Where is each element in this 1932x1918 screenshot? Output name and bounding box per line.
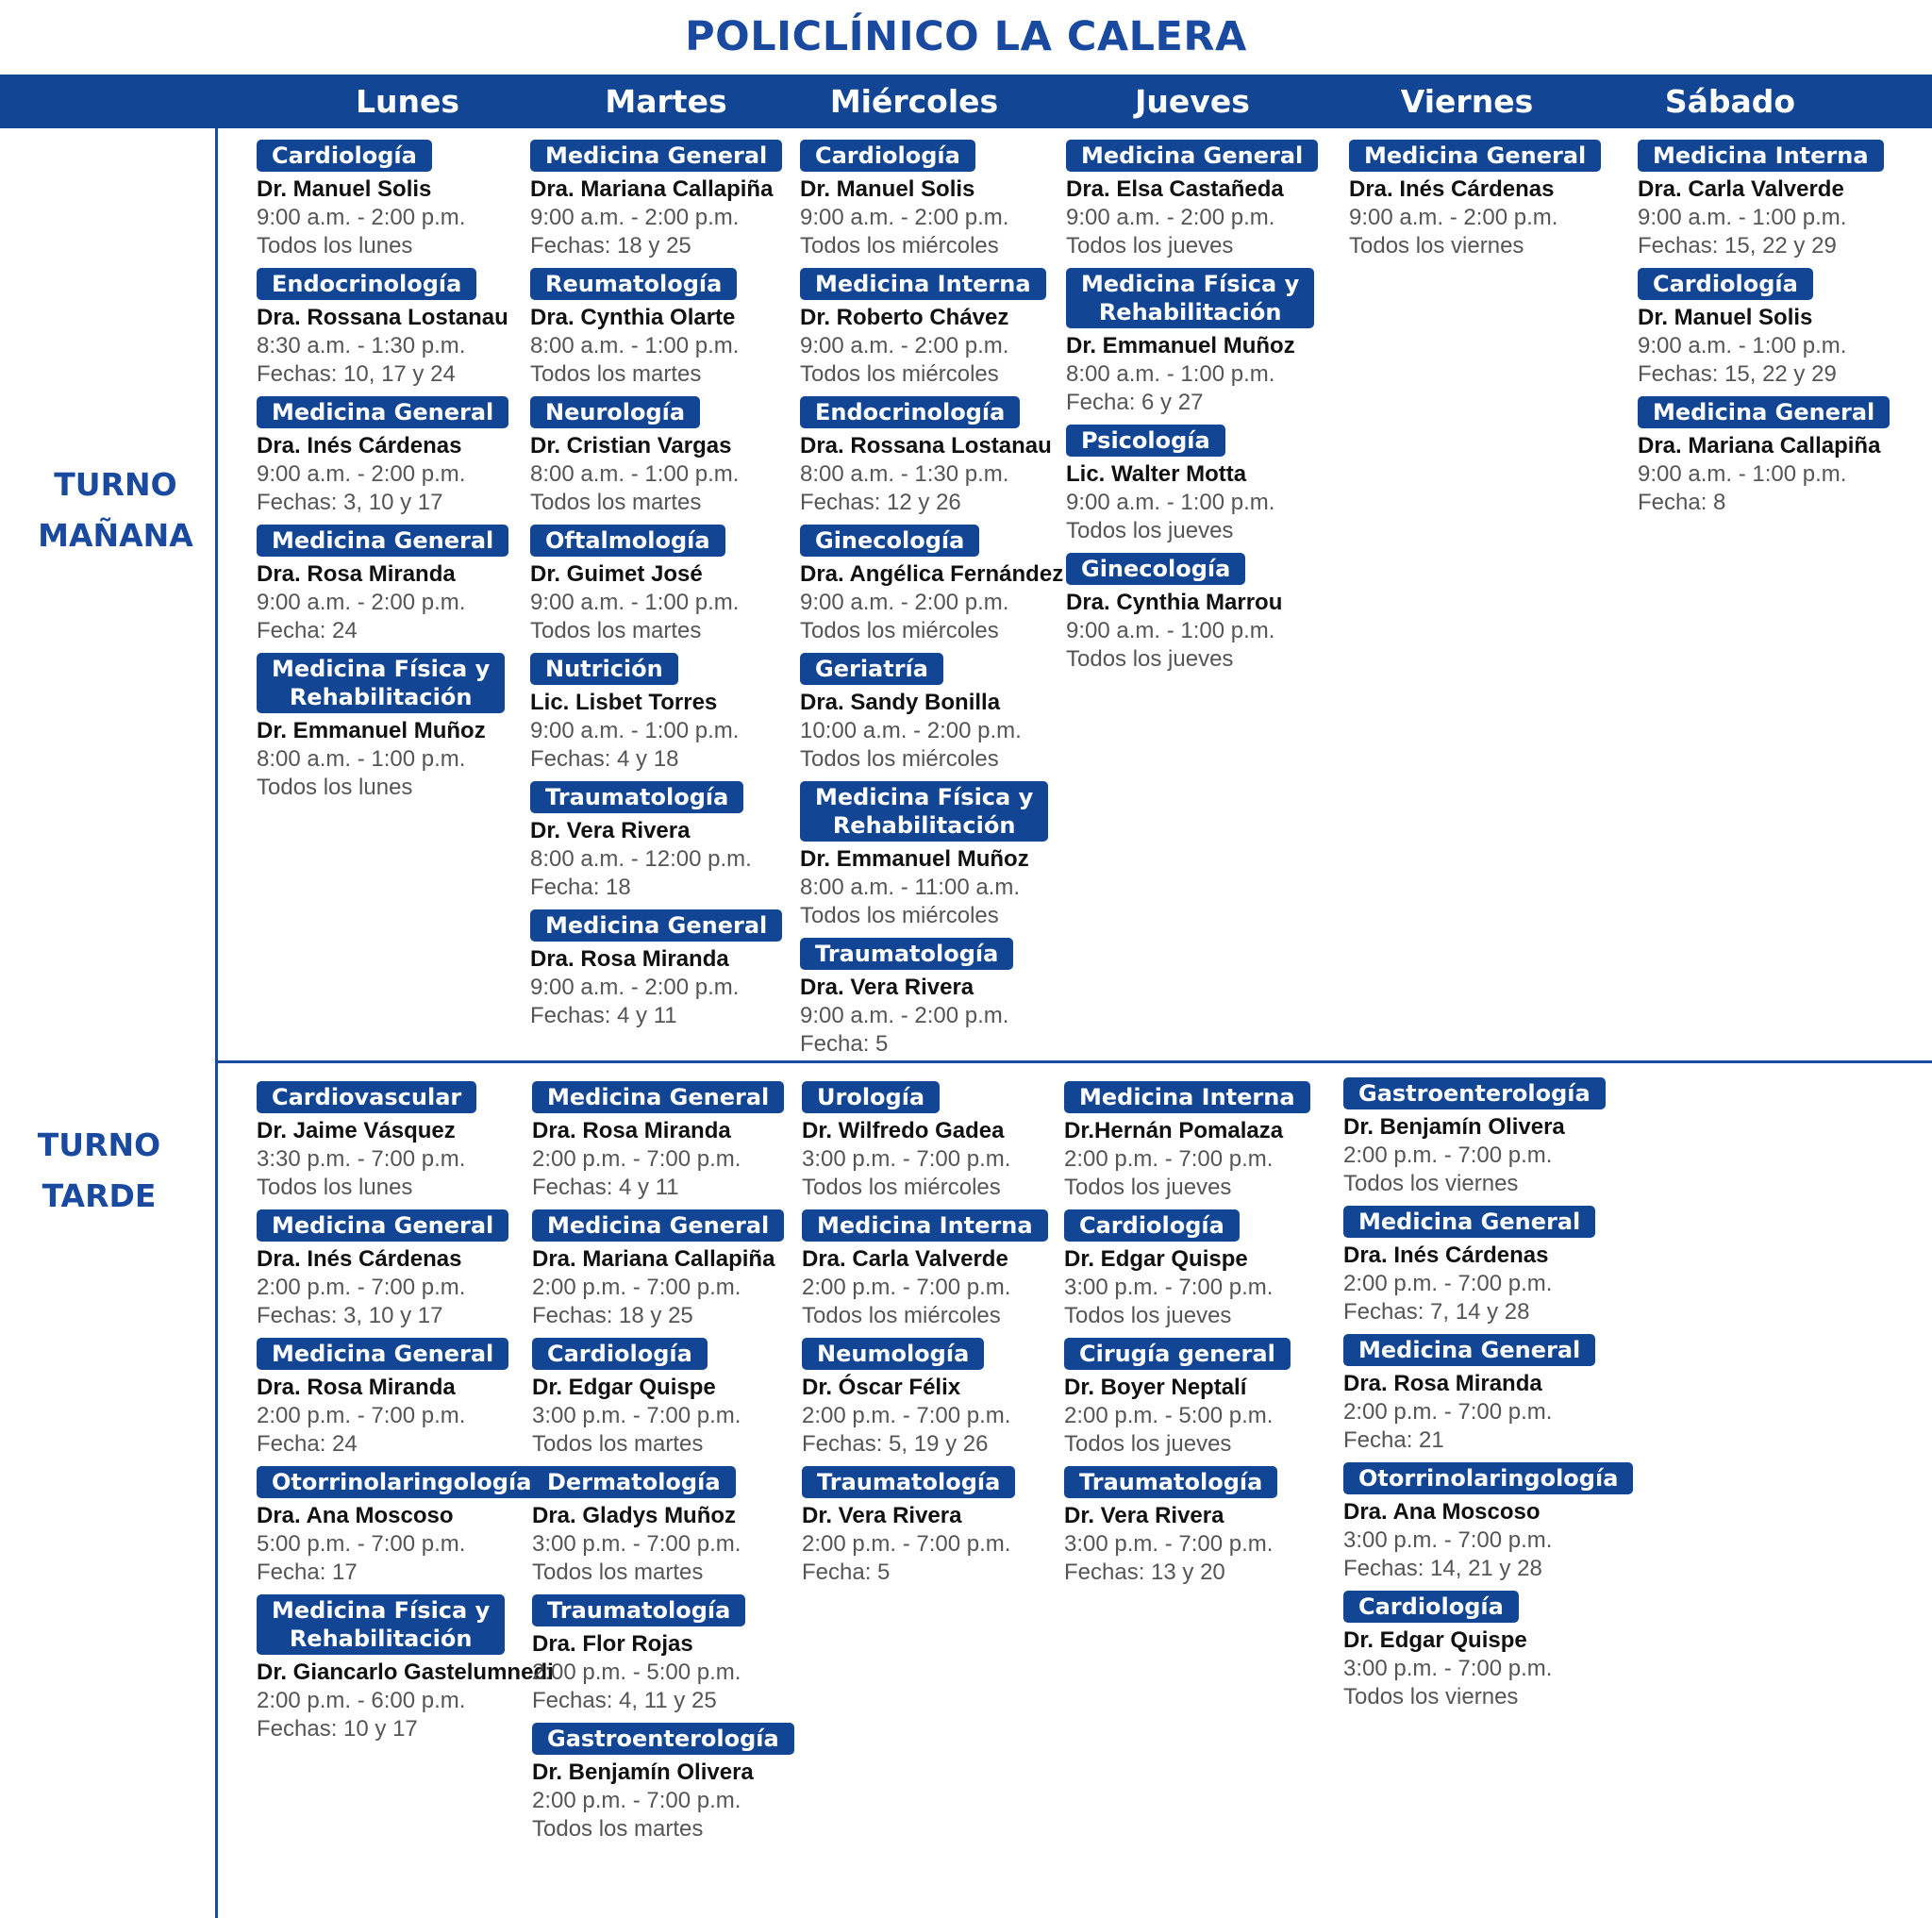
doctor-name: Dr. Benjamín Olivera	[1343, 1114, 1565, 1140]
schedule-entry	[800, 396, 1063, 517]
schedule-hours: 3:00 p.m. - 7:00 p.m.	[1343, 1527, 1553, 1553]
schedule-hours: 9:00 a.m. - 2:00 p.m.	[1066, 205, 1275, 230]
schedule-hours: 3:00 p.m. - 7:00 p.m.	[532, 1531, 741, 1557]
afternoon-column	[802, 1081, 1048, 1587]
schedule-dates: Todos los miércoles	[802, 1175, 1001, 1200]
schedule-dates: Fecha: 6 y 27	[1066, 390, 1204, 415]
schedule-dates: Fechas: 4 y 11	[532, 1175, 679, 1200]
doctor-name: Dr. Cristian Vargas	[530, 433, 732, 459]
morning-column	[257, 140, 508, 802]
specialty-badge: Medicina General	[257, 1338, 508, 1370]
schedule-entry	[257, 1338, 554, 1459]
doctor-name: Dr. Manuel Solis	[257, 176, 432, 202]
schedule-entry	[532, 1723, 794, 1843]
doctor-name: Dr. Wilfredo Gadea	[802, 1118, 1005, 1143]
schedule-hours: 2:00 p.m. - 7:00 p.m.	[257, 1275, 466, 1300]
shift-label-afternoon-line2: TARDE	[42, 1177, 157, 1214]
schedule-hours: 9:00 a.m. - 2:00 p.m.	[800, 333, 1009, 359]
schedule-hours: 8:00 a.m. - 1:30 p.m.	[800, 461, 1009, 487]
schedule-dates: Fechas: 4 y 11	[530, 1003, 677, 1028]
doctor-name: Dra. Cynthia Olarte	[530, 305, 736, 330]
schedule-entry	[257, 525, 508, 645]
specialty-badge: Cardiología	[1638, 268, 1813, 300]
doctor-name: Dra. Sandy Bonilla	[800, 690, 1001, 715]
schedule-dates: Fecha: 5	[802, 1559, 891, 1585]
schedule-hours: 3:00 p.m. - 7:00 p.m.	[1064, 1531, 1274, 1557]
schedule-entry	[257, 1081, 554, 1202]
doctor-name: Lic. Lisbet Torres	[530, 690, 718, 715]
schedule-entry	[530, 396, 782, 517]
doctor-name: Dr. Manuel Solis	[1638, 305, 1813, 330]
day-header-martes: Martes	[605, 83, 727, 120]
schedule-dates: Todos los jueves	[1066, 646, 1234, 672]
schedule-dates: Fecha: 5	[800, 1031, 889, 1057]
afternoon-column	[1064, 1081, 1310, 1587]
specialty-badge: Traumatología	[1064, 1466, 1277, 1498]
schedule-entry	[800, 781, 1063, 930]
specialty-badge: Cardiología	[532, 1338, 708, 1370]
specialty-badge: Otorrinolaringología	[1343, 1462, 1633, 1494]
schedule-dates: Todos los viernes	[1343, 1171, 1519, 1196]
schedule-entry	[1343, 1077, 1633, 1198]
schedule-hours: 9:00 a.m. - 1:00 p.m.	[1638, 461, 1847, 487]
schedule-dates: Todos los jueves	[1064, 1175, 1232, 1200]
schedule-hours: 9:00 a.m. - 2:00 p.m.	[800, 205, 1009, 230]
doctor-name: Dr. Vera Rivera	[802, 1503, 962, 1528]
doctor-name: Dr.Hernán Pomalaza	[1064, 1118, 1284, 1143]
doctor-name: Dra. Rosa Miranda	[530, 946, 729, 972]
schedule-dates: Fecha: 18	[530, 875, 631, 900]
doctor-name: Dra. Inés Cárdenas	[257, 1246, 462, 1272]
specialty-badge: Endocrinología	[257, 268, 476, 300]
schedule-hours: 9:00 a.m. - 2:00 p.m.	[257, 590, 466, 615]
doctor-name: Dr. Jaime Vásquez	[257, 1118, 456, 1143]
specialty-badge: Oftalmología	[530, 525, 725, 557]
schedule-dates: Fechas: 18 y 25	[530, 233, 691, 259]
schedule-entry	[530, 653, 782, 774]
schedule-dates: Fechas: 3, 10 y 17	[257, 490, 443, 515]
schedule-dates: Fecha: 17	[257, 1559, 358, 1585]
schedule-entry	[257, 140, 508, 260]
doctor-name: Dra. Rosa Miranda	[532, 1118, 731, 1143]
schedule-dates: Fecha: 24	[257, 1431, 358, 1457]
shift-label-morning	[28, 459, 203, 561]
schedule-entry	[530, 781, 782, 902]
schedule-entry	[1066, 140, 1318, 260]
schedule-entry	[1066, 268, 1318, 417]
doctor-name: Dr. Óscar Félix	[802, 1375, 961, 1400]
doctor-name: Lic. Walter Motta	[1066, 461, 1247, 487]
schedule-hours: 9:00 a.m. - 2:00 p.m.	[1349, 205, 1558, 230]
schedule-entry	[257, 653, 508, 802]
schedule-entry	[1064, 1209, 1310, 1330]
schedule-dates: Todos los miércoles	[802, 1303, 1001, 1328]
specialty-badge: Medicina General	[1638, 396, 1890, 428]
schedule-hours: 8:00 a.m. - 1:00 p.m.	[530, 461, 740, 487]
schedule-dates: Todos los martes	[530, 490, 702, 515]
doctor-name: Dra. Rossana Lostanau	[800, 433, 1052, 459]
schedule-hours: 8:00 a.m. - 1:00 p.m.	[530, 333, 740, 359]
schedule-entry	[1343, 1591, 1633, 1711]
schedule-dates: Todos los jueves	[1064, 1303, 1232, 1328]
doctor-name: Dra. Rosa Miranda	[257, 1375, 456, 1400]
specialty-badge: Medicina General	[530, 909, 782, 942]
morning-column	[1638, 140, 1890, 517]
schedule-hours: 9:00 a.m. - 1:00 p.m.	[530, 718, 740, 743]
specialty-badge: Medicina General	[1343, 1334, 1595, 1366]
specialty-badge: Traumatología	[800, 938, 1013, 970]
schedule-hours: 9:00 a.m. - 1:00 p.m.	[1638, 205, 1847, 230]
specialty-badge: Neumología	[802, 1338, 984, 1370]
schedule-hours: 2:00 p.m. - 7:00 p.m.	[1064, 1146, 1274, 1172]
afternoon-column	[532, 1081, 794, 1843]
schedule-entry	[530, 268, 782, 389]
day-header-lunes: Lunes	[355, 83, 460, 120]
schedule-hours: 3:00 p.m. - 7:00 p.m.	[1064, 1275, 1274, 1300]
specialty-badge: Geriatría	[800, 653, 943, 685]
schedule-dates: Todos los miércoles	[800, 618, 999, 643]
schedule-hours: 2:00 p.m. - 5:00 p.m.	[532, 1659, 741, 1685]
specialty-badge: Reumatología	[530, 268, 737, 300]
specialty-badge: Medicina General	[1066, 140, 1318, 172]
schedule-entry	[802, 1081, 1048, 1202]
schedule-dates: Todos los lunes	[257, 1175, 413, 1200]
schedule-hours: 10:00 a.m. - 2:00 p.m.	[800, 718, 1022, 743]
schedule-entry	[800, 268, 1063, 389]
specialty-badge: Cardiología	[1064, 1209, 1240, 1242]
schedule-dates: Todos los jueves	[1066, 518, 1234, 543]
doctor-name: Dr. Edgar Quispe	[1064, 1246, 1248, 1272]
day-header-jueves: Jueves	[1135, 83, 1250, 120]
schedule-dates: Todos los martes	[530, 618, 702, 643]
schedule-hours: 2:00 p.m. - 6:00 p.m.	[257, 1688, 466, 1713]
schedule-hours: 2:00 p.m. - 7:00 p.m.	[1343, 1399, 1553, 1425]
schedule-entry	[800, 938, 1063, 1059]
specialty-badge: Nutrición	[530, 653, 678, 685]
doctor-name: Dra. Rosa Miranda	[1343, 1371, 1542, 1396]
schedule-entry	[800, 525, 1063, 645]
schedule-entry	[1064, 1466, 1310, 1587]
schedule-hours: 8:30 a.m. - 1:30 p.m.	[257, 333, 466, 359]
doctor-name: Dra. Carla Valverde	[1638, 176, 1844, 202]
specialty-badge: Medicina Física y Rehabilitación	[1066, 268, 1314, 328]
schedule-entry	[532, 1209, 794, 1330]
specialty-badge: Cardiología	[257, 140, 432, 172]
doctor-name: Dra. Inés Cárdenas	[1343, 1243, 1549, 1268]
schedule-dates: Todos los miércoles	[800, 903, 999, 928]
schedule-dates: Todos los martes	[532, 1816, 704, 1842]
specialty-badge: Medicina General	[532, 1081, 784, 1113]
doctor-name: Dr. Benjamín Olivera	[532, 1760, 754, 1785]
schedule-dates: Fechas: 10, 17 y 24	[257, 361, 456, 387]
schedule-dates: Todos los jueves	[1066, 233, 1234, 259]
specialty-badge: Ginecología	[1066, 553, 1245, 585]
schedule-entry	[1064, 1081, 1310, 1202]
schedule-dates: Todos los martes	[532, 1559, 704, 1585]
schedule-hours: 2:00 p.m. - 7:00 p.m.	[802, 1403, 1011, 1428]
shift-label-morning-line1: TURNO	[54, 466, 177, 503]
schedule-hours: 9:00 a.m. - 1:00 p.m.	[1066, 618, 1275, 643]
schedule-dates: Fechas: 7, 14 y 28	[1343, 1299, 1530, 1325]
specialty-badge: Traumatología	[802, 1466, 1015, 1498]
schedule-dates: Todos los miércoles	[800, 361, 999, 387]
schedule-hours: 2:00 p.m. - 7:00 p.m.	[1343, 1271, 1553, 1296]
schedule-hours: 5:00 p.m. - 7:00 p.m.	[257, 1531, 466, 1557]
doctor-name: Dra. Cynthia Marrou	[1066, 590, 1283, 615]
morning-column	[1066, 140, 1318, 674]
schedule-hours: 9:00 a.m. - 2:00 p.m.	[530, 205, 740, 230]
doctor-name: Dra. Gladys Muñoz	[532, 1503, 737, 1528]
specialty-badge: Psicología	[1066, 425, 1225, 457]
afternoon-column	[1343, 1077, 1633, 1711]
schedule-dates: Fechas: 5, 19 y 26	[802, 1431, 989, 1457]
shift-label-afternoon	[19, 1120, 179, 1222]
schedule-entry	[257, 268, 508, 389]
specialty-badge: Otorrinolaringología	[257, 1466, 546, 1498]
doctor-name: Dra. Flor Rojas	[532, 1631, 693, 1657]
schedule-hours: 8:00 a.m. - 12:00 p.m.	[530, 846, 752, 872]
schedule-dates: Todos los viernes	[1349, 233, 1524, 259]
specialty-badge: Medicina General	[530, 140, 782, 172]
specialty-badge: Gastroenterología	[1343, 1077, 1606, 1109]
schedule-hours: 3:30 p.m. - 7:00 p.m.	[257, 1146, 466, 1172]
schedule-entry	[1343, 1462, 1633, 1583]
doctor-name: Dra. Angélica Fernández	[800, 561, 1064, 587]
schedule-hours: 3:00 p.m. - 7:00 p.m.	[1343, 1656, 1553, 1681]
doctor-name: Dr. Edgar Quispe	[532, 1375, 716, 1400]
specialty-badge: Medicina General	[1343, 1206, 1595, 1238]
doctor-name: Dra. Ana Moscoso	[257, 1503, 454, 1528]
doctor-name: Dra. Inés Cárdenas	[1349, 176, 1555, 202]
shift-divider-vertical	[215, 128, 218, 1918]
doctor-name: Dra. Mariana Callapiña	[532, 1246, 775, 1272]
doctor-name: Dr. Edgar Quispe	[1343, 1627, 1527, 1653]
specialty-badge: Medicina General	[257, 396, 508, 428]
specialty-badge: Medicina Interna	[800, 268, 1046, 300]
doctor-name: Dr. Emmanuel Muñoz	[1066, 333, 1295, 359]
schedule-dates: Fecha: 24	[257, 618, 358, 643]
schedule-dates: Todos los miércoles	[800, 746, 999, 772]
schedule-hours: 2:00 p.m. - 7:00 p.m.	[802, 1531, 1011, 1557]
doctor-name: Dra. Mariana Callapiña	[530, 176, 774, 202]
schedule-entry	[1349, 140, 1601, 260]
doctor-name: Dra. Rosa Miranda	[257, 561, 456, 587]
schedule-entry	[1066, 425, 1318, 545]
schedule-entry	[1638, 140, 1890, 260]
specialty-badge: Medicina General	[532, 1209, 784, 1242]
schedule-dates: Todos los martes	[530, 361, 702, 387]
doctor-name: Dr. Vera Rivera	[530, 818, 691, 843]
schedule-hours: 2:00 p.m. - 7:00 p.m.	[532, 1275, 741, 1300]
specialty-badge: Ginecología	[800, 525, 979, 557]
schedule-entry	[1638, 268, 1890, 389]
schedule-hours: 9:00 a.m. - 1:00 p.m.	[530, 590, 740, 615]
schedule-dates: Fecha: 21	[1343, 1427, 1444, 1453]
specialty-badge: Medicina General	[257, 525, 508, 557]
day-header-miercoles: Miércoles	[829, 83, 999, 120]
schedule-dates: Fechas: 14, 21 y 28	[1343, 1556, 1542, 1581]
doctor-name: Dra. Carla Valverde	[802, 1246, 1008, 1272]
schedule-entry	[530, 140, 782, 260]
doctor-name: Dra. Rossana Lostanau	[257, 305, 508, 330]
doctor-name: Dra. Elsa Castañeda	[1066, 176, 1284, 202]
schedule-hours: 9:00 a.m. - 1:00 p.m.	[1638, 333, 1847, 359]
schedule-hours: 9:00 a.m. - 1:00 p.m.	[1066, 490, 1275, 515]
specialty-badge: Dermatología	[532, 1466, 736, 1498]
schedule-dates: Fechas: 12 y 26	[800, 490, 961, 515]
page-title: POLICLÍNICO LA CALERA	[685, 13, 1247, 60]
schedule-entry	[1343, 1206, 1633, 1326]
doctor-name: Dr. Guimet José	[530, 561, 703, 587]
schedule-entry	[257, 1466, 554, 1587]
doctor-name: Dra. Vera Rivera	[800, 975, 974, 1000]
schedule-dates: Todos los viernes	[1343, 1684, 1519, 1710]
doctor-name: Dr. Emmanuel Muñoz	[800, 846, 1029, 872]
schedule-entry	[530, 909, 782, 1030]
schedule-dates: Todos los lunes	[257, 775, 413, 800]
specialty-badge: Medicina Física y Rehabilitación	[257, 1594, 505, 1655]
specialty-badge: Cardiología	[800, 140, 975, 172]
schedule-dates: Todos los lunes	[257, 233, 413, 259]
schedule-hours: 9:00 a.m. - 2:00 p.m.	[800, 590, 1009, 615]
schedule-hours: 8:00 a.m. - 1:00 p.m.	[257, 746, 466, 772]
specialty-badge: Cirugía general	[1064, 1338, 1291, 1370]
specialty-badge: Urología	[802, 1081, 940, 1113]
schedule-hours: 2:00 p.m. - 7:00 p.m.	[532, 1146, 741, 1172]
day-header-sabado: Sábado	[1664, 83, 1796, 120]
doctor-name: Dr. Giancarlo Gastelumnedi	[257, 1659, 554, 1685]
schedule-dates: Fechas: 18 y 25	[532, 1303, 693, 1328]
schedule-dates: Fechas: 4, 11 y 25	[532, 1688, 717, 1713]
specialty-badge: Medicina General	[257, 1209, 508, 1242]
schedule-hours: 2:00 p.m. - 5:00 p.m.	[1064, 1403, 1274, 1428]
schedule-dates: Fechas: 4 y 18	[530, 746, 679, 772]
schedule-entry	[1343, 1334, 1633, 1455]
schedule-hours: 3:00 p.m. - 7:00 p.m.	[802, 1146, 1011, 1172]
specialty-badge: Medicina Física y Rehabilitación	[800, 781, 1048, 842]
schedule-entry	[1066, 553, 1318, 674]
schedule-hours: 9:00 a.m. - 2:00 p.m.	[257, 461, 466, 487]
schedule-hours: 2:00 p.m. - 7:00 p.m.	[532, 1788, 741, 1813]
schedule-entry	[800, 653, 1063, 774]
specialty-badge: Medicina Física y Rehabilitación	[257, 653, 505, 713]
schedule-dates: Fecha: 8	[1638, 490, 1726, 515]
schedule-entry	[802, 1338, 1048, 1459]
schedule-dates: Todos los jueves	[1064, 1431, 1232, 1457]
specialty-badge: Medicina Interna	[802, 1209, 1048, 1242]
day-header-viernes: Viernes	[1400, 83, 1534, 120]
specialty-badge: Gastroenterología	[532, 1723, 794, 1755]
schedule-entry	[530, 525, 782, 645]
schedule-dates: Fechas: 15, 22 y 29	[1638, 233, 1837, 259]
specialty-badge: Traumatología	[530, 781, 743, 813]
specialty-badge: Cardiovascular	[257, 1081, 476, 1113]
doctor-name: Dr. Roberto Chávez	[800, 305, 1009, 330]
schedule-entry	[1064, 1338, 1310, 1459]
schedule-hours: 8:00 a.m. - 1:00 p.m.	[1066, 361, 1275, 387]
doctor-name: Dra. Inés Cárdenas	[257, 433, 462, 459]
schedule-entry	[532, 1338, 794, 1459]
shift-label-afternoon-line1: TURNO	[37, 1126, 161, 1163]
schedule-entry	[257, 396, 508, 517]
schedule-dates: Todos los martes	[532, 1431, 704, 1457]
schedule-dates: Todos los miércoles	[800, 233, 999, 259]
schedule-dates: Fechas: 3, 10 y 17	[257, 1303, 443, 1328]
doctor-name: Dr. Manuel Solis	[800, 176, 975, 202]
schedule-hours: 2:00 p.m. - 7:00 p.m.	[1343, 1142, 1553, 1168]
doctor-name: Dr. Emmanuel Muñoz	[257, 718, 486, 743]
shift-divider-horizontal	[215, 1060, 1932, 1063]
schedule-entry	[532, 1081, 794, 1202]
schedule-hours: 8:00 a.m. - 11:00 a.m.	[800, 875, 1021, 900]
doctor-name: Dr. Boyer Neptalí	[1064, 1375, 1247, 1400]
schedule-hours: 9:00 a.m. - 2:00 p.m.	[257, 205, 466, 230]
schedule-hours: 9:00 a.m. - 2:00 p.m.	[530, 975, 740, 1000]
schedule-hours: 2:00 p.m. - 7:00 p.m.	[257, 1403, 466, 1428]
schedule-entry	[257, 1209, 554, 1330]
specialty-badge: Cardiología	[1343, 1591, 1519, 1623]
schedule-dates: Fechas: 13 y 20	[1064, 1559, 1225, 1585]
morning-column	[1349, 140, 1601, 260]
specialty-badge: Neurología	[530, 396, 700, 428]
schedule-entry	[257, 1594, 554, 1743]
schedule-entry	[800, 140, 1063, 260]
specialty-badge: Medicina General	[1349, 140, 1601, 172]
schedule-dates: Fechas: 15, 22 y 29	[1638, 361, 1837, 387]
doctor-name: Dra. Mariana Callapiña	[1638, 433, 1881, 459]
doctor-name: Dra. Ana Moscoso	[1343, 1499, 1541, 1525]
morning-column	[530, 140, 782, 1030]
schedule-entry	[532, 1466, 794, 1587]
schedule-entry	[802, 1209, 1048, 1330]
shift-label-morning-line2: MAÑANA	[38, 517, 193, 554]
schedule-entry	[532, 1594, 794, 1715]
specialty-badge: Traumatología	[532, 1594, 745, 1626]
afternoon-column	[257, 1081, 554, 1743]
days-header-bar	[0, 75, 1932, 128]
schedule-hours: 2:00 p.m. - 7:00 p.m.	[802, 1275, 1011, 1300]
doctor-name: Dr. Vera Rivera	[1064, 1503, 1224, 1528]
schedule-entry	[802, 1466, 1048, 1587]
specialty-badge: Endocrinología	[800, 396, 1020, 428]
schedule-entry	[1638, 396, 1890, 517]
morning-column	[800, 140, 1063, 1059]
specialty-badge: Medicina Interna	[1064, 1081, 1310, 1113]
schedule-dates: Fechas: 10 y 17	[257, 1716, 418, 1742]
schedule-hours: 3:00 p.m. - 7:00 p.m.	[532, 1403, 741, 1428]
schedule-hours: 9:00 a.m. - 2:00 p.m.	[800, 1003, 1009, 1028]
specialty-badge: Medicina Interna	[1638, 140, 1884, 172]
